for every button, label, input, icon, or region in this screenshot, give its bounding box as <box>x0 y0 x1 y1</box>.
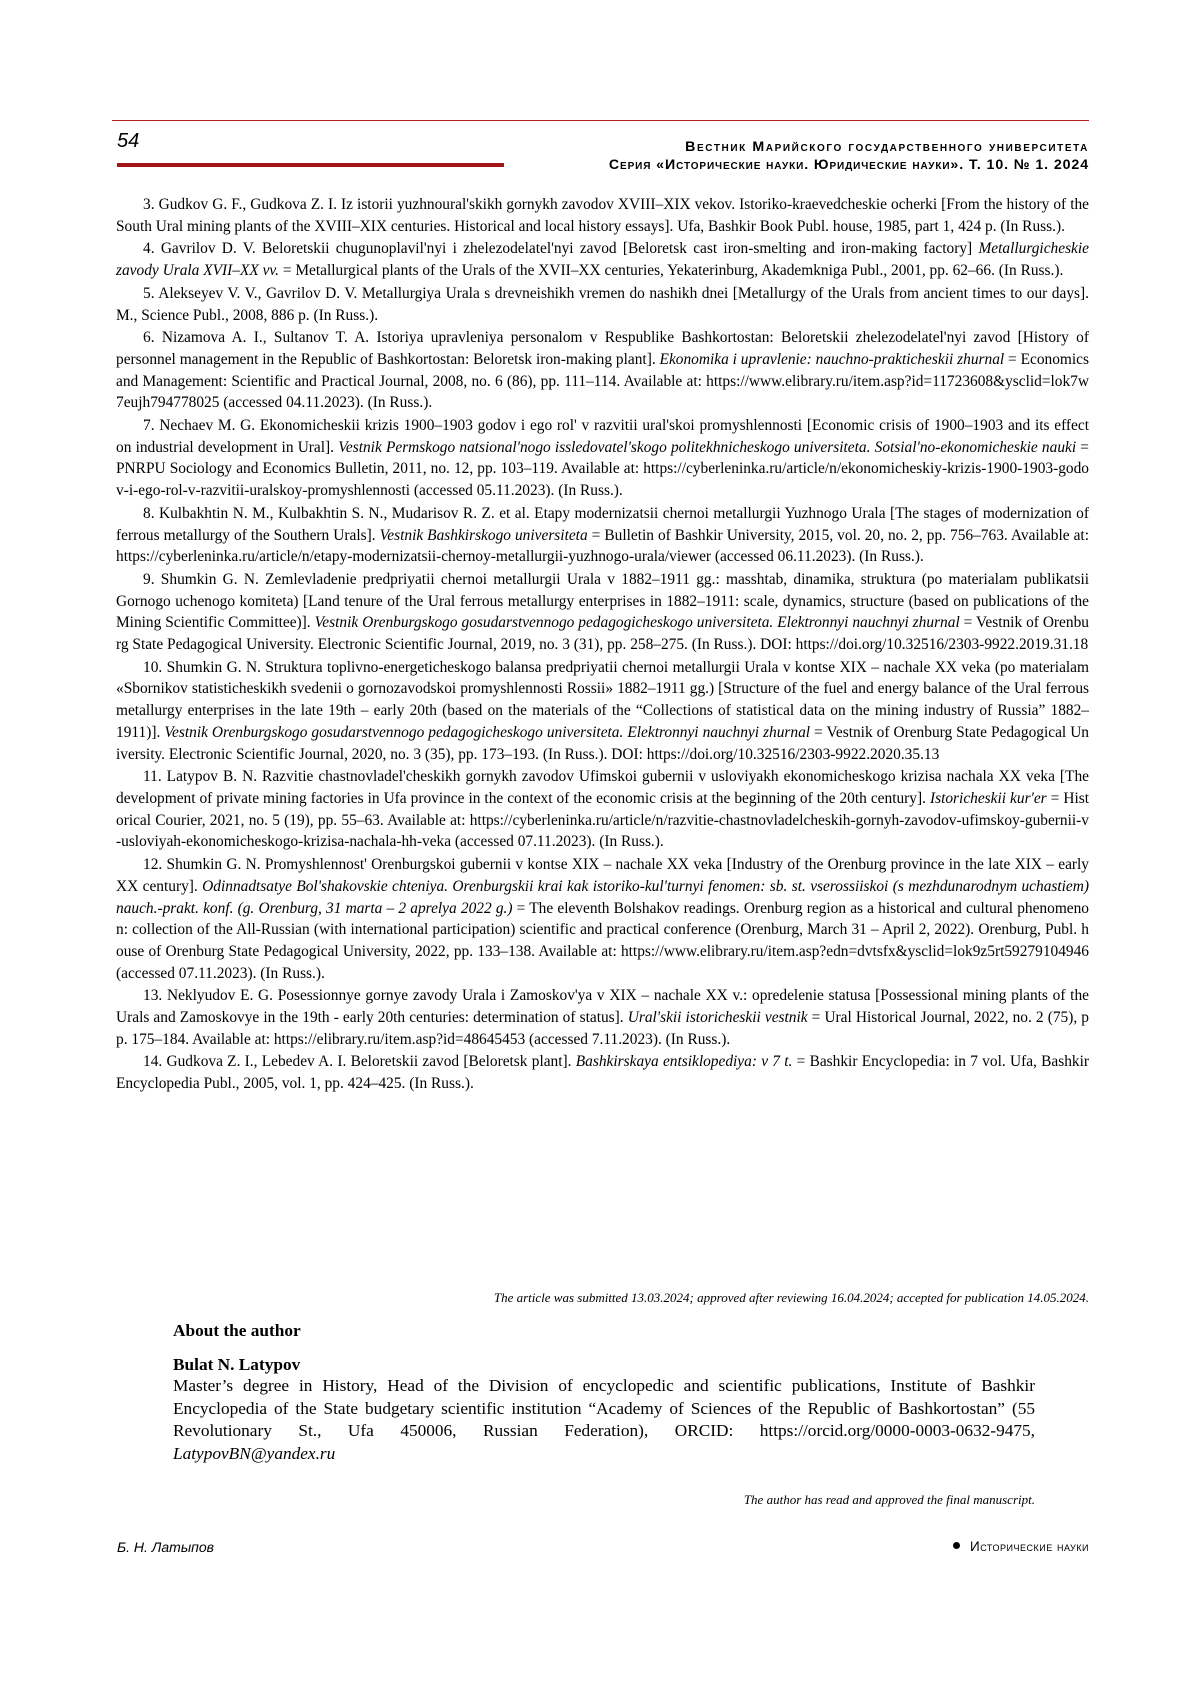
reference-text: 8. Kulbakhtin N. M., Kulbakhtin S. N., Mudarisov R. Z. et al. Etapy modernizatsii chernoi metallurgii Yuzhnogo Urala [The stages of modernization of ferrous metallurgy of the Southern Urals]. <box>116 504 1089 544</box>
journal-title: Вестник Марийского государственного университета <box>685 139 1089 155</box>
reference-details: = Vestnik of Orenburg State Pedagogical University. Electronic Scientific Journal, 2020, no. 3 (35), pp. 173–193. (In Russ.). DOI: https://doi.org/10.32516/2303-9922.2020.35.13 <box>116 723 1090 763</box>
reference-item <box>116 569 1089 656</box>
top-rule <box>112 120 1089 121</box>
reference-source: Vestnik Bashkirskogo universiteta <box>379 526 588 544</box>
reference-details: = Economics and Management: Scientific and Practical Journal, 2008, no. 6 (86), pp. 111–114. Available at: https://www.elibrary.ru/item.asp?id=11723608&ysclid=lok7w7eujh794778025 (accessed 04.11.2023). (In Russ.). <box>116 350 1089 412</box>
reference-details: = Bulletin of Bashkir University, 2015, vol. 20, no. 2, pp. 756–763. Available at: https://cyberleninka.ru/article/n/etapy-modernizatsii-chernoy-metallurgii-yuzhnogo-urala/viewer (accessed 06.11.2023). (In Russ.). <box>116 526 1089 566</box>
footer-section <box>953 1539 1089 1554</box>
page-number: 54 <box>117 130 140 152</box>
reference-text: 14. Gudkova Z. I., Lebedev A. I. Beloretskii zavod [Beloretsk plant]. <box>143 1053 576 1071</box>
reference-text: 7. Nechaev M. G. Ekonomicheskii krizis 1900–1903 godov i ego rol' v razvitii ural'skoi promyshlennosti [Economic crisis of 1900–1903 and its effect on industrial development in Ural]. <box>116 417 1089 456</box>
reference-text: 12. Shumkin G. N. Promyshlennost' Orenburgskoi gubernii v kontse XIX – nachale XX veka [Industry of the Orenburg province in the late XIX – early XX century]. <box>116 856 1089 895</box>
reference-text: 4. Gavrilov D. V. Beloretskii chugunoplavil'nyi i zhelezodelatel'nyi zavod [Beloretsk cast iron-smelting and iron-making factory] <box>143 240 979 258</box>
header-bar <box>117 163 504 167</box>
reference-item <box>116 766 1089 853</box>
author-name: Bulat N. Latypov <box>173 1355 301 1374</box>
reference-text: 11. Latypov B. N. Razvitie chastnovladel'cheskikh gornykh zavodov Ufimskoi gubernii v usloviyakh ekonomicheskogo krizisa nachala XX veka [The development of private mining factories in Ufa province in the context of the economic crisis at the beginning of the 20th century]. <box>116 768 1089 807</box>
reference-source: Metallurgicheskie zavody Urala XVII–XX vv. <box>116 240 1089 280</box>
reference-text: 13. Neklyudov E. G. Posessionnye gornye zavody Urala i Zamoskov'ya v XIX – nachale XX v.: opredelenie statusa [Possessional mining plants of the Urals and Zamoskovye in the 19th - early 20th centuries: determination of status]. <box>116 987 1089 1027</box>
author-info <box>173 1375 1035 1465</box>
reference-source: Ekonomika i upravlenie: nauchno-prakticheskii zhurnal <box>659 350 1005 368</box>
reference-text: 9. Shumkin G. N. Zemlevladenie predpriyatii chernoi metallurgii Urala v 1882–1911 gg.: masshtab, dinamika, struktura (po materialam publikatsii Gornogo uchenogo komiteta) [Land tenure of the Ural ferrous metallurgy enterprises in 1882–1911: scale, dynamics, structure (based on publications of the Mining Scientific Committee)]. <box>116 570 1089 632</box>
journal-series: Серия «Исторические науки. Юридические науки». Т. 10. № 1. 2024 <box>608 157 1089 173</box>
article-dates: The article was submitted 13.03.2024; approved after reviewing 16.04.2024; accepted for publication 14.05.2024. <box>493 1290 1089 1305</box>
reference-details: = The eleventh Bolshakov readings. Orenburg region as a historical and cultural phenomenon: collection of the All-Russian (with international participation) scientific and practical conference (Orenburg, March 31 – April 2, 2022). Orenburg, Publ. house of Orenburg State Pedagogical University, 2022, pp. 133–138. Available at: https://www.elibrary.ru/item.asp?edn=dvtsfx&ysclid=lok9z5rt59279104946 (accessed 07.11.2023). (In Russ.). <box>116 899 1090 982</box>
author-email[interactable]: LatypovBN@yandex.ru <box>173 1443 336 1463</box>
reference-item <box>116 985 1089 1050</box>
reference-details: = Metallurgical plants of the Urals of the XVII–XX centuries, Yekaterinburg, Akademkniga Publ., 2001, pp. 62–66. (In Russ.). <box>278 262 1064 280</box>
reference-source: Vestnik Orenburgskogo gosudarstvennogo pedagogicheskogo universiteta. Elektronnyi nauchnyi zhurnal <box>164 723 811 741</box>
author-details: Master’s degree in History, Head of the Division of encyclopedic and scientific publications, Institute of Bashkir Encyclopedia of the State budgetary scientific institution “Academy of Sciences of the Republic of Bashkortostan” (55 Revolutionary St., Ufa 450006, Russian Federation), ORCID: https://orcid.org/0000-0003-0632-9475, <box>173 1376 1035 1440</box>
reference-details: = PNRPU Sociology and Economics Bulletin, 2011, no. 12, pp. 103–119. Available at: https://cyberleninka.ru/article/n/ekonomicheskiy-krizis-1900-1903-godov-i-ego-rol-v-razvitii-uralskoy-promyshlennosti (accessed 05.11.2023). (In Russ.). <box>116 438 1089 500</box>
footer-section-label: Исторические науки <box>970 1539 1089 1554</box>
reference-list <box>116 194 1089 1096</box>
reference-item <box>116 657 1089 766</box>
reference-text: 5. Alekseyev V. V., Gavrilov D. V. Metallurgiya Urala s drevneishikh vremen do nashikh dnei [Metallurgy of the Urals from ancient times to our days]. M., Science Publ., 2008, 886 p. (In Russ.). <box>116 284 1089 324</box>
about-author <box>173 1321 1035 1465</box>
reference-details: = Historical Courier, 2021, no. 5 (19), pp. 55–63. Available at: https://cyberleninka.ru/article/n/razvitie-chastnovladelcheskih-gornyh-zavodov-ufimskoy-gubernii-v-usloviyah-ekonomicheskogo-krizisa-nachala-hh-veka (accessed 07.11.2023). (In Russ.). <box>116 789 1089 851</box>
reference-item <box>116 238 1089 281</box>
reference-item <box>116 194 1089 237</box>
reference-details: = Ural Historical Journal, 2022, no. 2 (75), pp. 175–184. Available at: https://elibrary.ru/item.asp?id=48645453 (accessed 7.11.2023). (In Russ.). <box>116 1009 1089 1048</box>
author-approval: The author has read and approved the final manuscript. <box>743 1492 1035 1507</box>
reference-source: Ural'skii istoricheskii vestnik <box>627 1009 808 1027</box>
reference-source: Vestnik Orenburgskogo gosudarstvennogo pedagogicheskogo universiteta. Elektronnyi nauchnyi zhurnal <box>314 614 960 632</box>
reference-item <box>116 1051 1089 1094</box>
reference-item <box>116 327 1089 414</box>
reference-source: Istoricheskii kur'er <box>929 789 1047 807</box>
reference-item <box>116 283 1089 326</box>
reference-source: Vestnik Permskogo natsional'nogo issledovatel'skogo politekhnicheskogo universiteta. Sotsial'no-ekonomicheskie nauki <box>338 438 1077 456</box>
reference-item <box>116 503 1089 568</box>
reference-details: = Bashkir Encyclopedia: in 7 vol. Ufa, Bashkir Encyclopedia Publ., 2005, vol. 1, pp. 424–425. (In Russ.). <box>116 1053 1090 1093</box>
reference-item <box>116 415 1089 502</box>
journal-header <box>609 138 1089 174</box>
reference-text: 6. Nizamova A. I., Sultanov T. A. Istoriya upravleniya personalom v Respublike Bashkortostan: Beloretskii zhelezodelatel'nyi zavod [History of personnel management in the Republic of Bashkortostan: Beloretsk iron-making plant]. <box>116 329 1089 368</box>
reference-source: Bashkirskaya entsiklopediya: v 7 t. <box>575 1053 793 1071</box>
reference-item <box>116 854 1089 984</box>
reference-details: = Vestnik of Orenburg State Pedagogical University. Electronic Scientific Journal, 2019, no. 3 (31), pp. 258–275. (In Russ.). DOI: https://doi.org/10.32516/2303-9922.2019.31.18 <box>116 614 1089 654</box>
reference-source: Odinnadtsatye Bol'shakovskie chteniya. Orenburgskii krai kak istoriko-kul'turnyi fenomen: sb. st. vserossiiskoi (s mezhdunarodnym uchastiem) nauch.-prakt. konf. (g. Orenburg, 31 marta – 2 aprelya 2022 g.) <box>116 877 1089 917</box>
bullet-icon <box>953 1542 960 1549</box>
reference-text: 3. Gudkov G. F., Gudkova Z. I. Iz istorii yuzhnoural'skikh gornykh zavodov XVIII–XIX vekov. Istoriko-kraevedcheskie ocherki [From the history of the South Ural mining plants of the XVIII–XIX centuries. Historical and local history essays]. Ufa, Bashkir Book Publ. house, 1985, part 1, 424 p. (In Russ.). <box>116 196 1089 235</box>
footer-author: Б. Н. Латыпов <box>117 1539 214 1555</box>
reference-text: 10. Shumkin G. N. Struktura toplivno-energeticheskogo balansa predpriyatii chernoi metallurgii Urala v kontse XIX – nachale XX veka (po materialam «Sbornikov statisticheskikh svedenii o gornozavodskoi promyshlennosti Rossii» 1882–1911 gg.) [Structure of the fuel and energy balance of the Ural ferrous metallurgy enterprises in the late 19th – early 20th (based on the materials of the “Collections of statistical data on the mining industry of Russia” 1882–1911)]. <box>116 658 1089 741</box>
about-author-heading: About the author <box>173 1321 301 1340</box>
